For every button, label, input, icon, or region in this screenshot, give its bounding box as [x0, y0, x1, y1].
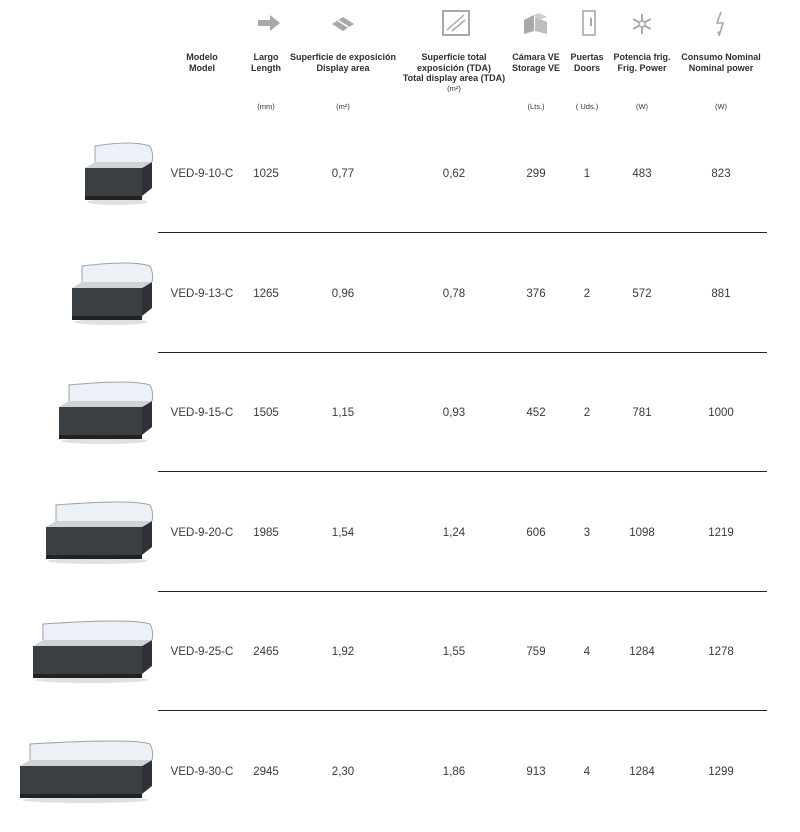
tda-cell: 0,78 — [442, 288, 466, 300]
display-area-cell: 2,30 — [331, 766, 355, 778]
lightning-icon — [713, 10, 727, 38]
display-area-cell: 1,92 — [331, 646, 355, 658]
display-case-thumbnail — [16, 736, 162, 806]
header-frig-power: Potencia frig. Frig. Power — [613, 52, 671, 73]
display-case-thumbnail — [68, 258, 162, 328]
length-cell: 1505 — [253, 407, 279, 419]
doors-cell: 1 — [583, 168, 591, 180]
display-area-cell: 1,15 — [331, 407, 355, 419]
model-cell: VED-9-15-C — [170, 407, 234, 419]
nominal-power-cell: 1278 — [708, 646, 734, 658]
display-case-thumbnail — [29, 616, 162, 686]
arrow-right-icon — [257, 14, 281, 32]
unit-length: (mm) — [257, 102, 275, 111]
frig-power-cell: 483 — [632, 168, 652, 180]
header-nominal-power: Consumo Nominal Nominal power — [681, 52, 761, 73]
row-divider — [158, 471, 767, 472]
unit-nominal-power: (W) — [714, 102, 728, 111]
glass-panel-icon — [441, 9, 471, 37]
storage-cell: 452 — [526, 407, 546, 419]
header-display-area: Superficie de exposición Display area — [289, 52, 397, 73]
length-cell: 2465 — [253, 646, 279, 658]
frig-power-cell: 1284 — [629, 646, 655, 658]
nominal-power-cell: 823 — [711, 168, 731, 180]
display-case-thumbnail — [55, 377, 162, 447]
unit-display-area: (m²) — [336, 102, 350, 111]
table-row — [0, 234, 800, 354]
doors-cell: 4 — [583, 766, 591, 778]
storage-cell: 376 — [526, 288, 546, 300]
storage-cell: 606 — [526, 527, 546, 539]
door-icon — [580, 9, 598, 37]
length-cell: 2945 — [253, 766, 279, 778]
display-case-thumbnail — [42, 497, 162, 567]
snowflake-icon — [630, 12, 654, 36]
unit-storage: (Lts.) — [527, 102, 545, 111]
tda-cell: 1,55 — [442, 646, 466, 658]
display-area-cell: 1,54 — [331, 527, 355, 539]
display-area-cell: 0,77 — [331, 168, 355, 180]
header-model: Modelo Model — [186, 52, 218, 73]
nominal-power-cell: 1299 — [708, 766, 734, 778]
frig-power-cell: 781 — [632, 407, 652, 419]
display-area-icon — [330, 14, 356, 34]
doors-cell: 4 — [583, 646, 591, 658]
storage-cell: 299 — [526, 168, 546, 180]
table-row — [0, 353, 800, 473]
display-area-cell: 0,96 — [331, 288, 355, 300]
tda-cell: 1,24 — [442, 527, 466, 539]
tda-cell: 1,86 — [442, 766, 466, 778]
header-total-display-area: Superficie total exposición (TDA) Total display area (TDA) (m²) — [402, 52, 506, 93]
doors-cell: 2 — [583, 407, 591, 419]
doors-cell: 2 — [583, 288, 591, 300]
unit-doors: ( Uds.) — [575, 102, 599, 111]
nominal-power-cell: 1000 — [708, 407, 734, 419]
table-row — [0, 592, 800, 712]
length-cell: 1025 — [253, 168, 279, 180]
storage-cell: 759 — [526, 646, 546, 658]
display-case-thumbnail — [81, 138, 162, 208]
nominal-power-cell: 881 — [711, 288, 731, 300]
model-cell: VED-9-20-C — [170, 527, 234, 539]
tda-cell: 0,93 — [442, 407, 466, 419]
header-storage: Cámara VE Storage VE — [511, 52, 560, 73]
nominal-power-cell: 1219 — [708, 527, 734, 539]
header-doors: Puertas Doors — [570, 52, 604, 73]
row-divider — [158, 710, 767, 711]
unit-frig-power: (W) — [635, 102, 649, 111]
table-row — [0, 473, 800, 593]
doors-cell: 3 — [583, 527, 591, 539]
frig-power-cell: 1284 — [629, 766, 655, 778]
table-row — [0, 712, 800, 832]
storage-cube-icon — [522, 12, 550, 36]
frig-power-cell: 572 — [632, 288, 652, 300]
storage-cell: 913 — [526, 766, 546, 778]
row-divider — [158, 232, 767, 233]
header-length: Largo Length — [251, 52, 281, 73]
model-cell: VED-9-30-C — [170, 766, 234, 778]
frig-power-cell: 1098 — [629, 527, 655, 539]
length-cell: 1985 — [253, 527, 279, 539]
model-cell: VED-9-10-C — [170, 168, 234, 180]
model-cell: VED-9-25-C — [170, 646, 234, 658]
tda-cell: 0,62 — [442, 168, 466, 180]
model-cell: VED-9-13-C — [170, 288, 234, 300]
length-cell: 1265 — [253, 288, 279, 300]
table-row — [0, 114, 800, 234]
